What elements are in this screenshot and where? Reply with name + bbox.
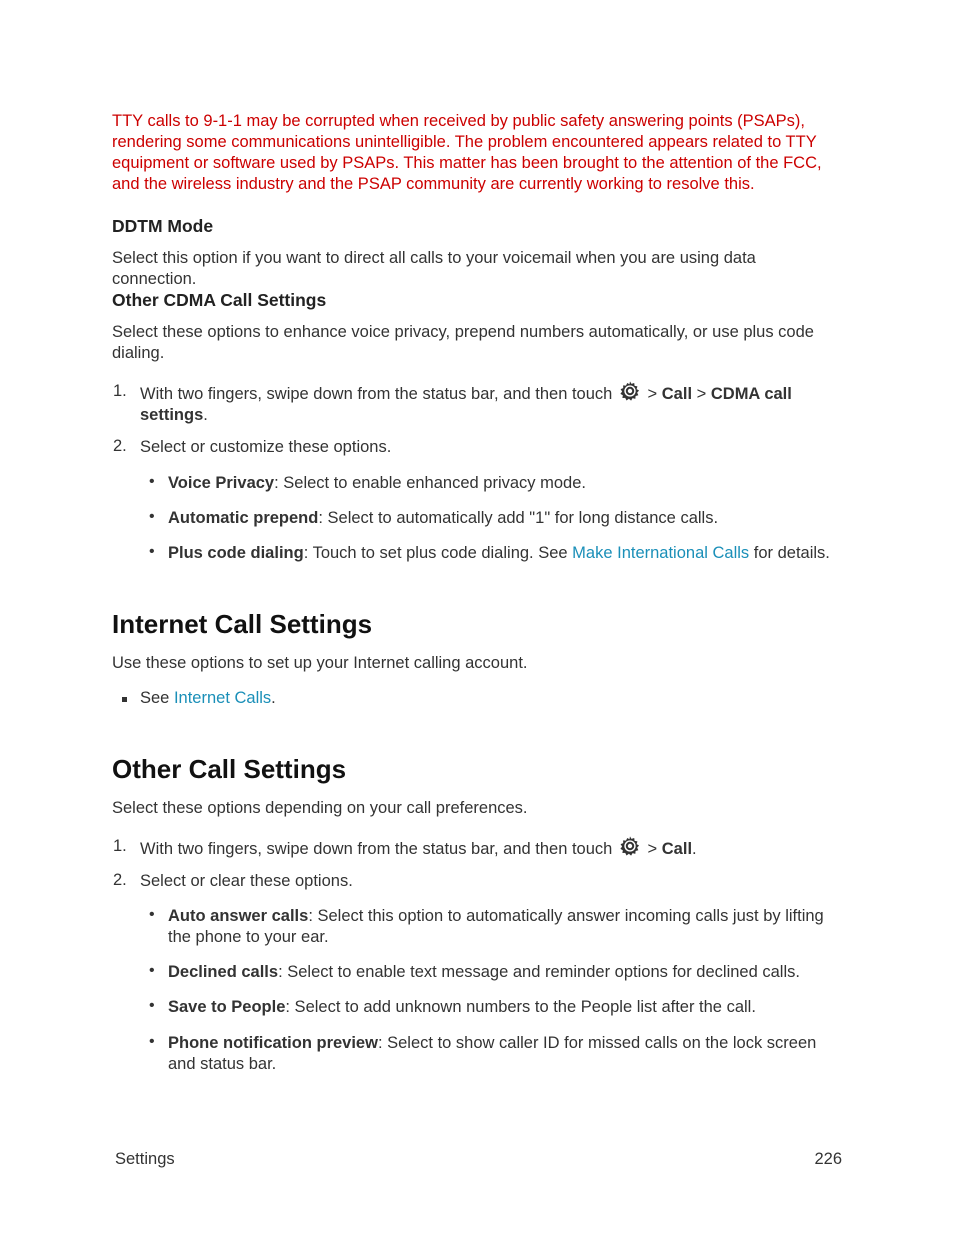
cdma-bullet-automatic-prepend xyxy=(168,508,838,529)
gear-icon xyxy=(619,380,641,402)
bullet-after: for details. xyxy=(749,544,830,562)
internet-calls-link[interactable]: Internet Calls xyxy=(173,689,272,707)
cdma-call-settings-label: CDMA call settings xyxy=(140,385,792,424)
cdma-step2: Select or customize these options. xyxy=(140,438,392,456)
bullet-desc: : Select to enable text message and reminder options for declined calls. xyxy=(278,963,800,981)
bullet-term: Save to People xyxy=(168,998,286,1016)
bullet-term: Declined calls xyxy=(168,963,279,981)
square-bullet xyxy=(122,697,127,702)
other-step2: Select or clear these options. xyxy=(140,872,353,890)
cdma-step1 xyxy=(140,380,840,426)
internet-see xyxy=(140,688,840,709)
other-step2-number: 2. xyxy=(113,871,127,889)
bullet-desc: : Touch to set plus code dialing. See xyxy=(303,544,573,562)
cdma-intro: Select these options to enhance voice privacy, prepend numbers automatically, or use plus code dialing. xyxy=(112,323,814,362)
other-bullet-auto-answer xyxy=(168,906,838,948)
make-international-calls-link[interactable]: Make International Calls xyxy=(572,544,750,562)
bullet-term: Automatic prepend xyxy=(168,509,319,527)
bullet-desc: : Select this option to automatically answer incoming calls just by lifting the phone to your ear. xyxy=(168,907,824,946)
bullet-term: Auto answer calls xyxy=(168,907,309,925)
call-menu-label: Call xyxy=(661,385,693,403)
cdma-bullet-plus-code xyxy=(168,543,838,564)
other-bullet-declined-calls xyxy=(168,962,838,983)
cdma-step1-sep1: > xyxy=(647,385,658,403)
tty-warning: TTY calls to 9-1-1 may be corrupted when received by public safety answering points (PSAPs), rendering some communications unintelligible. The problem encountered appears related to TTY equipment or software used by PSAPs. This matter has been brought to the attention of the FCC, and the wireless industry and the PSAP community are currently working to resolve this. xyxy=(112,112,822,193)
other-step1-number: 1. xyxy=(113,837,127,855)
internet-intro: Use these options to set up your Internet calling account. xyxy=(112,654,528,672)
bullet-term: Plus code dialing xyxy=(168,544,304,562)
other-call-settings-heading: Other Call Settings xyxy=(112,754,347,784)
bullet-dot: • xyxy=(149,906,155,923)
ddtm-text: Select this option if you want to direct all calls to your voicemail when you are using data connection. xyxy=(112,249,756,288)
bullet-desc: : Select to add unknown numbers to the People list after the call. xyxy=(285,998,756,1016)
see-text: See xyxy=(140,689,174,707)
internet-call-settings-heading: Internet Call Settings xyxy=(112,609,373,639)
ddtm-heading: DDTM Mode xyxy=(112,216,214,236)
page-number: 226 xyxy=(814,1150,842,1168)
other-step1-text: With two fingers, swipe down from the status bar, and then touch xyxy=(140,840,613,858)
other-step1 xyxy=(140,835,840,860)
bullet-dot: • xyxy=(149,508,155,525)
cdma-step1-end: . xyxy=(203,406,208,424)
bullet-term: Voice Privacy xyxy=(168,474,275,492)
other-step1-end: . xyxy=(692,840,697,858)
bullet-dot: • xyxy=(149,543,155,560)
bullet-dot: • xyxy=(149,962,155,979)
bullet-dot: • xyxy=(149,997,155,1014)
other-intro: Select these options depending on your call preferences. xyxy=(112,799,528,817)
call-menu-label: Call xyxy=(661,840,693,858)
bullet-desc: : Select to automatically add "1" for long distance calls. xyxy=(318,509,719,527)
bullet-dot: • xyxy=(149,1033,155,1050)
cdma-step1-text: With two fingers, swipe down from the status bar, and then touch xyxy=(140,385,613,403)
cdma-step1-number: 1. xyxy=(113,382,127,400)
other-step1-sep: > xyxy=(647,840,658,858)
cdma-bullet-voice-privacy xyxy=(168,473,838,494)
see-end: . xyxy=(271,689,276,707)
bullet-dot: • xyxy=(149,473,155,490)
bullet-desc: : Select to show caller ID for missed calls on the lock screen and status bar. xyxy=(168,1034,817,1073)
bullet-desc: : Select to enable enhanced privacy mode. xyxy=(274,474,586,492)
gear-icon xyxy=(619,835,641,857)
cdma-step2-number: 2. xyxy=(113,437,127,455)
cdma-step1-sep2: > xyxy=(696,385,707,403)
footer-section: Settings xyxy=(115,1150,175,1168)
other-bullet-notification-preview xyxy=(168,1033,838,1075)
cdma-heading: Other CDMA Call Settings xyxy=(112,290,327,310)
other-bullet-save-to-people xyxy=(168,997,838,1018)
bullet-term: Phone notification preview xyxy=(168,1034,378,1052)
